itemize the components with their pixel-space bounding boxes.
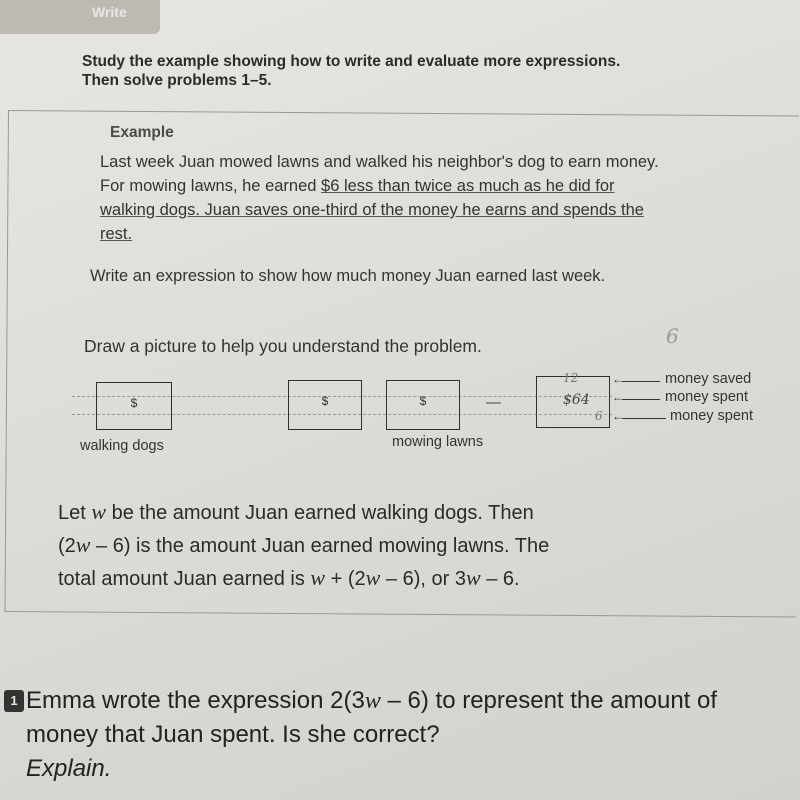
variable-w: w [365, 565, 381, 590]
section-tab [0, 0, 160, 34]
example-solution [58, 496, 698, 595]
arrow-line [622, 381, 660, 382]
arrow-icon: ← [612, 409, 624, 423]
money-split-box [536, 371, 610, 428]
example-label: Example [110, 124, 174, 141]
walking-dogs-label: walking dogs [80, 438, 164, 454]
variable-w: w [91, 499, 107, 524]
variable-w: w [364, 688, 381, 714]
write-expression-prompt: Write an expression to show how much money Juan earned last week. [90, 267, 606, 285]
handwritten-note: 6 [666, 324, 679, 348]
handwritten-mark: $64 [563, 392, 590, 408]
handwritten-mark: 12 [563, 371, 579, 385]
dollar-sign: $ [419, 394, 427, 408]
dollar-sign: $ [321, 394, 329, 408]
explain-prompt: Explain. [26, 755, 112, 782]
variable-w: w [310, 565, 326, 590]
arrow-label-spent: money spent [665, 389, 749, 405]
problem-1: 1 Emma wrote the expression 2(3w – 6) to represent the amount of money that Juan spent. Is she correct? Explain. [26, 684, 726, 786]
solution-line-3: total amount Juan earned is w + (2w – 6), or 3w – 6. [58, 565, 520, 590]
arrow-label-spent: money spent [670, 408, 754, 424]
solution-line-1: Let w be the amount Juan earned walking dogs. Then [58, 499, 534, 524]
solution-line-2: (2w – 6) is the amount Juan earned mowing lawns. The [58, 532, 550, 557]
instructions-heading: Study the example showing how to write and evaluate more expressions. Then solve problems 1–5. [82, 53, 621, 89]
dollar-sign: $ [130, 396, 138, 410]
variable-w: w [75, 532, 91, 557]
section-tab-label: Write [92, 4, 127, 20]
problem-number-badge: 1 [4, 690, 24, 712]
arrow-line [622, 418, 666, 419]
example-text-underlined: $6 less than twice as much as he did for walking dogs. Juan saves one-third of the money he earns and spends the rest. [100, 177, 644, 243]
example-text-part: Last week Juan mowed lawns and walked his neighbor's dog to earn money. For mowing lawns, he earned [100, 153, 659, 195]
mowing-box-1 [288, 380, 362, 430]
mowing-lawns-label: mowing lawns [392, 434, 484, 450]
handwritten-mark: 6 [595, 409, 603, 423]
minus-six-mark: — [486, 394, 501, 411]
walking-dogs-box [96, 382, 172, 430]
mowing-box-2 [386, 380, 460, 430]
variable-w: w [465, 565, 481, 590]
arrow-label-saved: money saved [665, 371, 752, 387]
arrow-icon: ← [612, 372, 624, 386]
example-paragraph [100, 150, 660, 246]
arrow-line [622, 399, 660, 400]
arrow-icon: ← [612, 390, 624, 404]
draw-picture-prompt: Draw a picture to help you understand the problem. [84, 336, 482, 356]
